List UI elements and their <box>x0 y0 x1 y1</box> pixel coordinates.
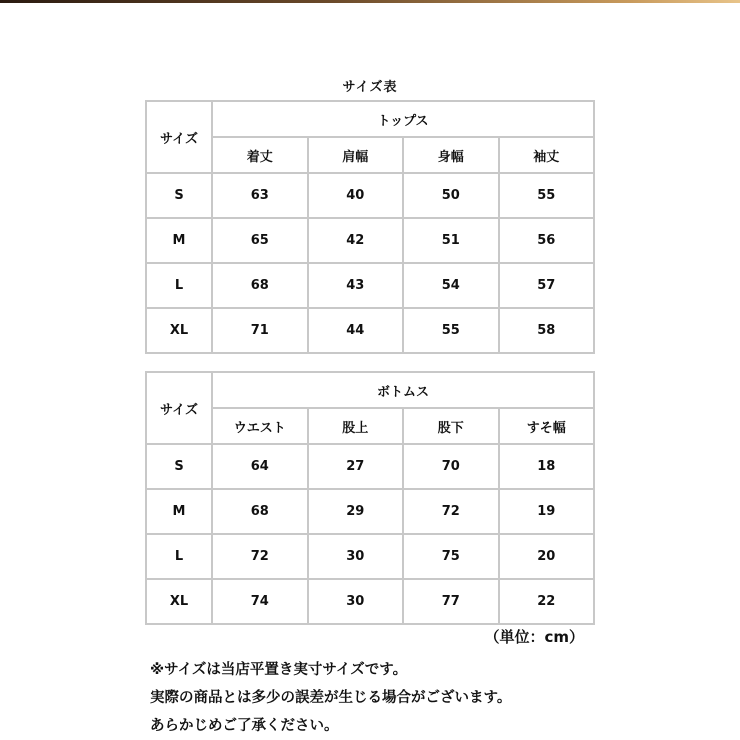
table-row <box>146 308 594 353</box>
value-cell: 50 <box>403 173 499 218</box>
table-row <box>146 173 594 218</box>
value-cell: 56 <box>499 218 595 263</box>
tops-column-header: 肩幅 <box>308 137 404 173</box>
value-cell: 57 <box>499 263 595 308</box>
page-title: サイズ表 <box>342 80 398 95</box>
notes-block <box>150 656 710 740</box>
unit-note: （単位：cm） <box>484 628 584 646</box>
tops-size-table <box>145 100 595 354</box>
value-cell: 75 <box>403 534 499 579</box>
value-cell: 29 <box>308 489 404 534</box>
value-cell: 63 <box>212 173 308 218</box>
note-line: 実際の商品とは多少の誤差が生じる場合がございます。 <box>150 690 512 706</box>
value-cell: 18 <box>499 444 595 489</box>
value-cell: 77 <box>403 579 499 624</box>
size-cell: S <box>146 173 212 218</box>
value-cell: 70 <box>403 444 499 489</box>
table-row <box>146 579 594 624</box>
bottoms-size-table <box>145 371 595 625</box>
table-row <box>146 444 594 489</box>
size-cell: M <box>146 489 212 534</box>
tops-column-header: 身幅 <box>403 137 499 173</box>
value-cell: 30 <box>308 579 404 624</box>
value-cell: 68 <box>212 263 308 308</box>
bottoms-column-header-row <box>146 408 594 444</box>
tops-column-header: 袖丈 <box>499 137 595 173</box>
bottoms-column-header: 股上 <box>308 408 404 444</box>
tops-group-header-row <box>146 101 594 137</box>
value-cell: 54 <box>403 263 499 308</box>
tops-group-header: トップス <box>212 101 594 137</box>
tops-column-header-row <box>146 137 594 173</box>
table-row <box>146 263 594 308</box>
value-cell: 42 <box>308 218 404 263</box>
value-cell: 55 <box>403 308 499 353</box>
value-cell: 71 <box>212 308 308 353</box>
note-line: あらかじめご了承ください。 <box>150 718 339 734</box>
value-cell: 44 <box>308 308 404 353</box>
size-cell: XL <box>146 308 212 353</box>
value-cell: 74 <box>212 579 308 624</box>
value-cell: 72 <box>212 534 308 579</box>
value-cell: 64 <box>212 444 308 489</box>
value-cell: 40 <box>308 173 404 218</box>
note-line: ※サイズは当店平置き実寸サイズです。 <box>150 662 408 678</box>
value-cell: 43 <box>308 263 404 308</box>
value-cell: 20 <box>499 534 595 579</box>
tops-column-header: 着丈 <box>212 137 308 173</box>
table-row <box>146 534 594 579</box>
table-row <box>146 489 594 534</box>
value-cell: 65 <box>212 218 308 263</box>
size-cell: S <box>146 444 212 489</box>
value-cell: 72 <box>403 489 499 534</box>
bottoms-column-header: 股下 <box>403 408 499 444</box>
value-cell: 27 <box>308 444 404 489</box>
top-accent-bar <box>0 0 740 3</box>
bottoms-group-header: ボトムス <box>212 372 594 408</box>
value-cell: 22 <box>499 579 595 624</box>
size-cell: L <box>146 263 212 308</box>
table-row <box>146 218 594 263</box>
value-cell: 19 <box>499 489 595 534</box>
bottoms-size-header: サイズ <box>146 372 212 444</box>
value-cell: 55 <box>499 173 595 218</box>
size-cell: L <box>146 534 212 579</box>
value-cell: 68 <box>212 489 308 534</box>
value-cell: 51 <box>403 218 499 263</box>
tops-size-header: サイズ <box>146 101 212 173</box>
bottoms-column-header: ウエスト <box>212 408 308 444</box>
bottoms-column-header: すそ幅 <box>499 408 595 444</box>
value-cell: 58 <box>499 308 595 353</box>
bottoms-group-header-row <box>146 372 594 408</box>
size-cell: M <box>146 218 212 263</box>
value-cell: 30 <box>308 534 404 579</box>
size-cell: XL <box>146 579 212 624</box>
